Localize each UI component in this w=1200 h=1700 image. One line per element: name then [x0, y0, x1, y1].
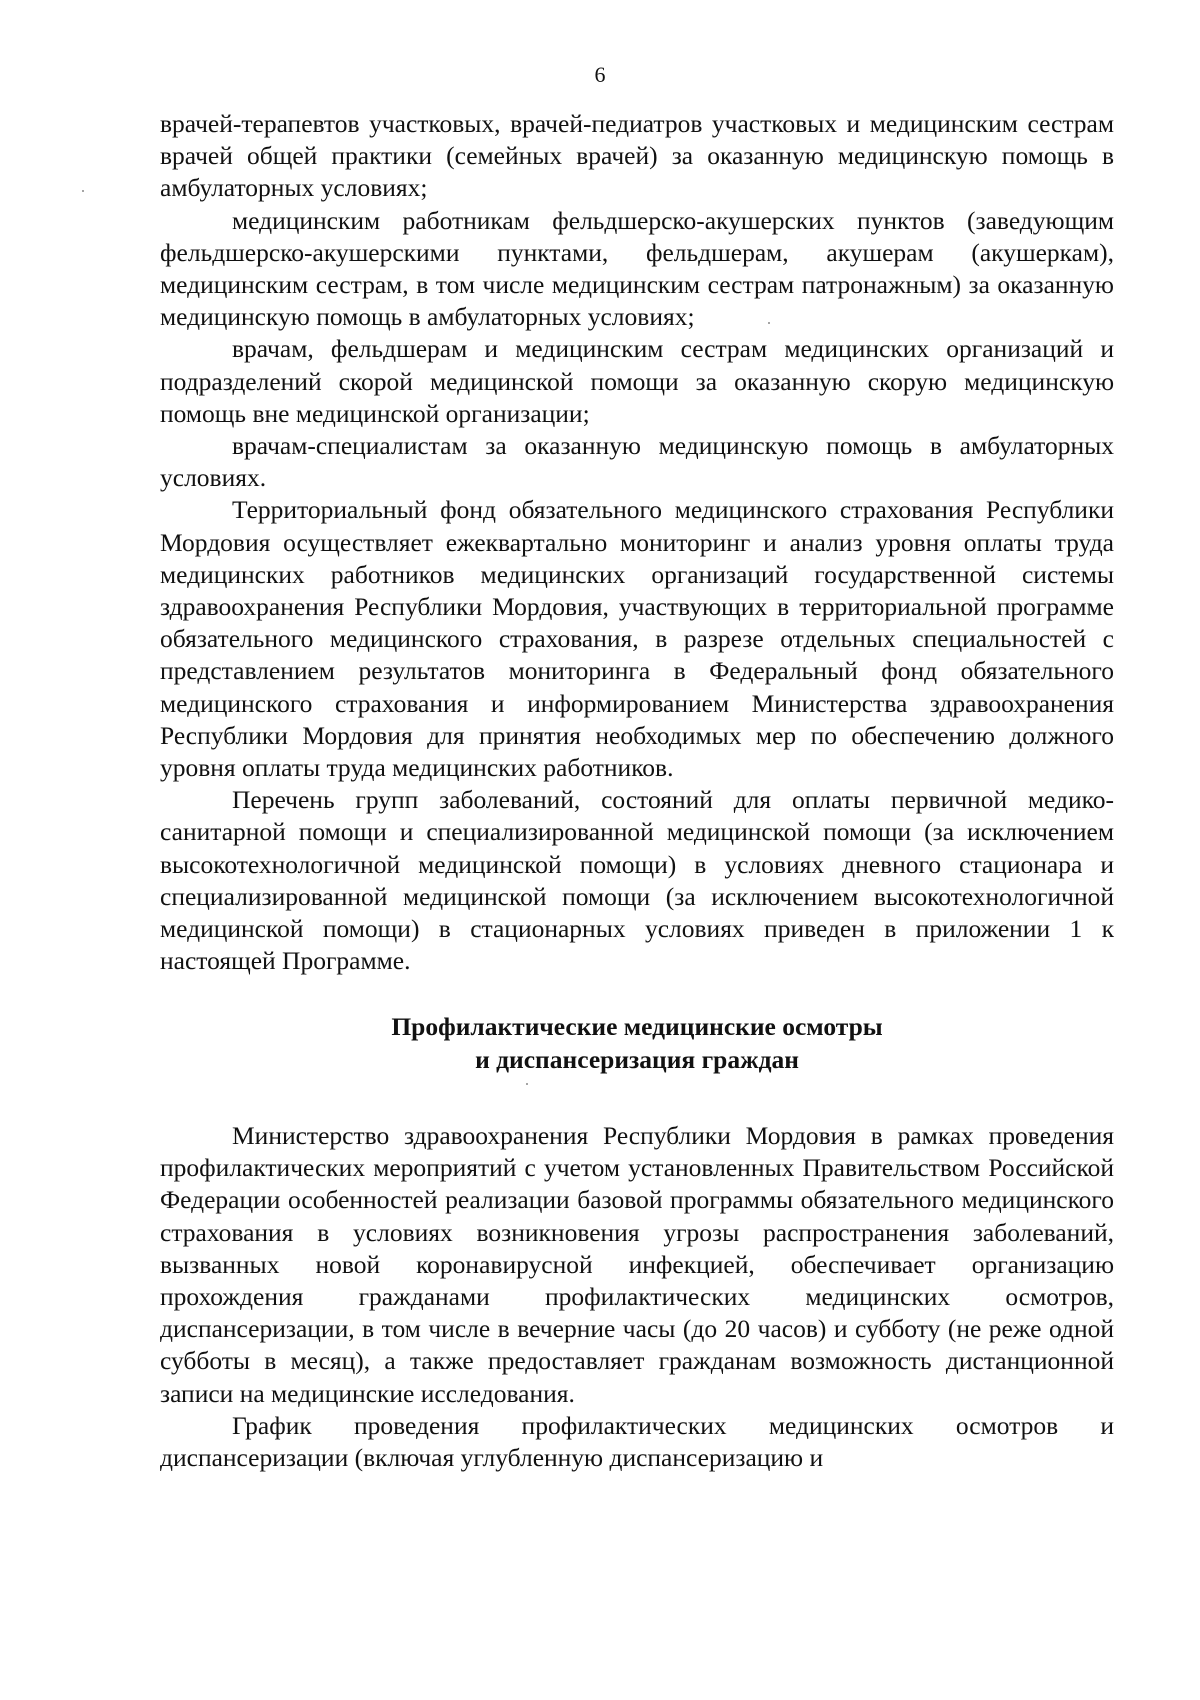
- scan-speck: [768, 322, 770, 324]
- paragraph-feldsher-stations: медицинским работникам фельдшерско-акушерских пунктов (заведующим фельдшерско-акушерскими пунктами, фельдшерам, акушерам (акушеркам), медицинским сестрам, в том числе медицинским сестрам патронажным) за оказанную медицинскую помощь в амбулаторных условиях;: [160, 205, 1114, 332]
- section-heading: [160, 1011, 1114, 1075]
- document-body: [160, 108, 1114, 1474]
- scan-speck: [526, 1083, 528, 1085]
- paragraph-emergency-care: врачам, фельдшерам и медицинским сестрам медицинских организаций и подразделений скорой медицинской помощи за оказанную скорую медицинскую помощь вне медицинской организации;: [160, 334, 1114, 428]
- paragraph-disease-groups: Перечень групп заболеваний, состояний для оплаты первичной медико-санитарной помощи и специализированной медицинской помощи (за исключением высокотехнологичной медицинской помощи) в условиях дневного стационара и специализированной медицинской помощи (за исключением высокотехнологичной медицинской помощи) в стационарных условиях приведен в приложении 1 к настоящей Программе.: [160, 785, 1114, 976]
- scan-speck: [82, 190, 84, 192]
- paragraph-schedule: График проведения профилактических медицинских осмотров и диспансеризации (включая углубленную диспансеризацию и: [160, 1410, 1114, 1472]
- paragraph-monitoring: Территориальный фонд обязательного медицинского страхования Республики Мордовия осуществляет ежеквартально мониторинг и анализ уровня оплаты труда медицинских работников медицинских организаций государственной системы здравоохранения Республики Мордовия, участвующих в территориальной программе обязательного медицинского страхования, в разрезе отдельных специальностей с представлением результатов мониторинга в Федеральный фонд обязательного медицинского страхования и информированием Министерства здравоохранения Республики Мордовия для принятия необходимых мер по обеспечению должного уровня оплаты труда медицинских работников.: [160, 495, 1114, 783]
- section-heading-line2: и диспансеризация граждан: [475, 1044, 799, 1074]
- paragraph-specialists: врачам-специалистам за оказанную медицинскую помощь в амбулаторных условиях.: [160, 431, 1114, 493]
- paragraph-doctors-list: врачей-терапевтов участковых, врачей-педиатров участковых и медицинским сестрам врачей общей практики (семейных врачей) за оказанную медицинскую помощь в амбулаторных условиях;: [160, 109, 1114, 203]
- paragraph-ministry-preventive: Министерство здравоохранения Республики Мордовия в рамках проведения профилактических мероприятий с учетом установленных Правительством Российской Федерации особенностей реализации базовой программы обязательного медицинского страхования в условиях возникновения угрозы распространения заболеваний, вызванных новой коронавирусной инфекцией, обеспечивает организацию прохождения гражданами профилактических медицинских осмотров, диспансеризации, в том числе в вечерние часы (до 20 часов) и субботу (не реже одной субботы в месяц), а также предоставляет гражданам возможность дистанционной записи на медицинские исследования.: [160, 1120, 1114, 1408]
- section-heading-line1: Профилактические медицинские осмотры: [391, 1012, 883, 1042]
- page-number: 6: [594, 62, 606, 87]
